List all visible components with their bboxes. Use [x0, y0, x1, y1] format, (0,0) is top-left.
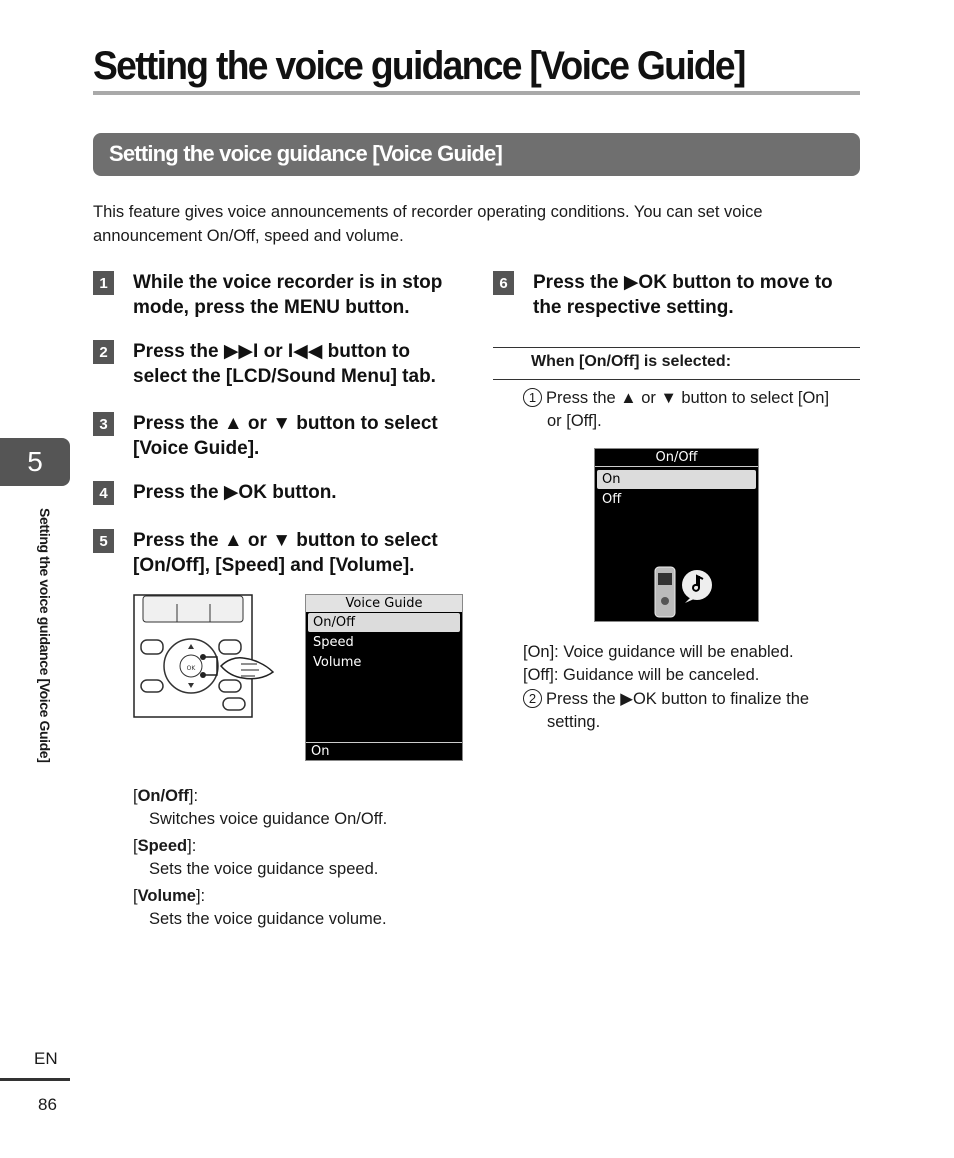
step-4	[93, 480, 337, 505]
step-text	[533, 270, 833, 320]
title-rule	[93, 91, 860, 95]
menu-item-volume[interactable]: Volume	[313, 655, 362, 670]
step-number: 6	[493, 271, 514, 295]
def-term: Speed	[137, 837, 188, 855]
menu-item-on-off[interactable]: On/Off	[308, 613, 460, 632]
step-line: Press the ▶OK button.	[133, 482, 337, 503]
section-title: Setting the voice guidance [Voice Guide]	[109, 141, 502, 166]
step-text	[133, 270, 442, 320]
def-on-off: [On/Off]: Switches voice guidance On/Off.	[133, 785, 387, 831]
step-5	[93, 528, 438, 578]
lcd-screen-on-off	[594, 448, 759, 622]
recorder-device-illustration	[133, 594, 278, 720]
def-volume: [Volume]: Sets the voice guidance volume.	[133, 885, 387, 931]
def-speed: [Speed]: Sets the voice guidance speed.	[133, 835, 378, 881]
step-2	[93, 339, 436, 389]
menu-item-on[interactable]: On	[597, 470, 756, 489]
circled-number-1: 1	[523, 388, 542, 407]
on-explanation: [On]: Voice guidance will be enabled.	[523, 643, 794, 661]
voice-recorder-icon	[651, 565, 715, 619]
step-line: Press the ▲ or ▼ button to select	[133, 413, 438, 434]
subhead-bottom-rule	[493, 379, 860, 380]
step-line: While the voice recorder is in stop	[133, 272, 443, 293]
footer-rule	[0, 1078, 70, 1081]
step-number: 3	[93, 412, 114, 436]
screen-header: Voice Guide	[306, 595, 462, 612]
substep-line: or [Off].	[547, 412, 602, 430]
step-3	[93, 411, 438, 461]
lcd-screen-voice-guide	[305, 594, 463, 761]
intro-line-1: This feature gives voice announcements of recorder operating conditions. You can set voice	[93, 203, 763, 221]
side-label-text: Setting the voice guidance [Voice Guide]	[37, 508, 53, 763]
step-number: 1	[93, 271, 114, 295]
step-line: [On/Off], [Speed] and [Volume].	[133, 555, 415, 576]
side-label	[31, 508, 53, 838]
substep-line: Press the ▶OK button to finalize the	[546, 690, 810, 708]
step-line: mode, press the MENU button.	[133, 297, 410, 318]
screen-footer-value: On	[306, 742, 462, 760]
substep-1	[523, 387, 863, 433]
step-text	[133, 528, 438, 578]
page-number: 86	[38, 1095, 57, 1114]
step-line: the respective setting.	[533, 297, 734, 318]
subhead-top-rule	[493, 347, 860, 348]
page-title: Setting the voice guidance [Voice Guide]	[93, 44, 745, 88]
step-number: 2	[93, 340, 114, 364]
def-desc: Sets the voice guidance speed.	[149, 860, 379, 878]
when-selected-heading: When [On/Off] is selected:	[531, 353, 732, 370]
def-term: Volume	[137, 887, 196, 905]
menu-item-off[interactable]: Off	[602, 492, 622, 507]
step-text	[133, 339, 436, 389]
step-number: 5	[93, 529, 114, 553]
step-text	[133, 411, 438, 461]
on-off-explanations	[523, 641, 863, 734]
substep-line: Press the ▲ or ▼ button to select [On]	[546, 389, 830, 407]
step-text	[133, 480, 337, 505]
step-line: Press the ▲ or ▼ button to select	[133, 530, 438, 551]
intro-text	[93, 200, 853, 248]
def-desc: Sets the voice guidance volume.	[149, 910, 387, 928]
substep-line: setting.	[547, 713, 601, 731]
svg-text:OK: OK	[186, 665, 196, 672]
circled-number-2: 2	[523, 689, 542, 708]
screen-header: On/Off	[595, 449, 758, 467]
menu-item-speed[interactable]: Speed	[313, 635, 354, 650]
step-line: Press the ▶▶I or I◀◀ button to	[133, 341, 410, 362]
chapter-tab: 5	[0, 438, 70, 486]
step-line: Press the ▶OK button to move to	[533, 272, 833, 293]
off-explanation: [Off]: Guidance will be canceled.	[523, 666, 760, 684]
intro-line-2: announcement On/Off, speed and volume.	[93, 227, 404, 245]
step-line: [Voice Guide].	[133, 438, 260, 459]
step-6	[493, 270, 833, 320]
def-desc: Switches voice guidance On/Off.	[149, 810, 388, 828]
step-1	[93, 270, 442, 320]
step-number: 4	[93, 481, 114, 505]
def-term: On/Off	[137, 787, 189, 805]
language-label: EN	[34, 1049, 58, 1068]
step-line: select the [LCD/Sound Menu] tab.	[133, 366, 436, 387]
